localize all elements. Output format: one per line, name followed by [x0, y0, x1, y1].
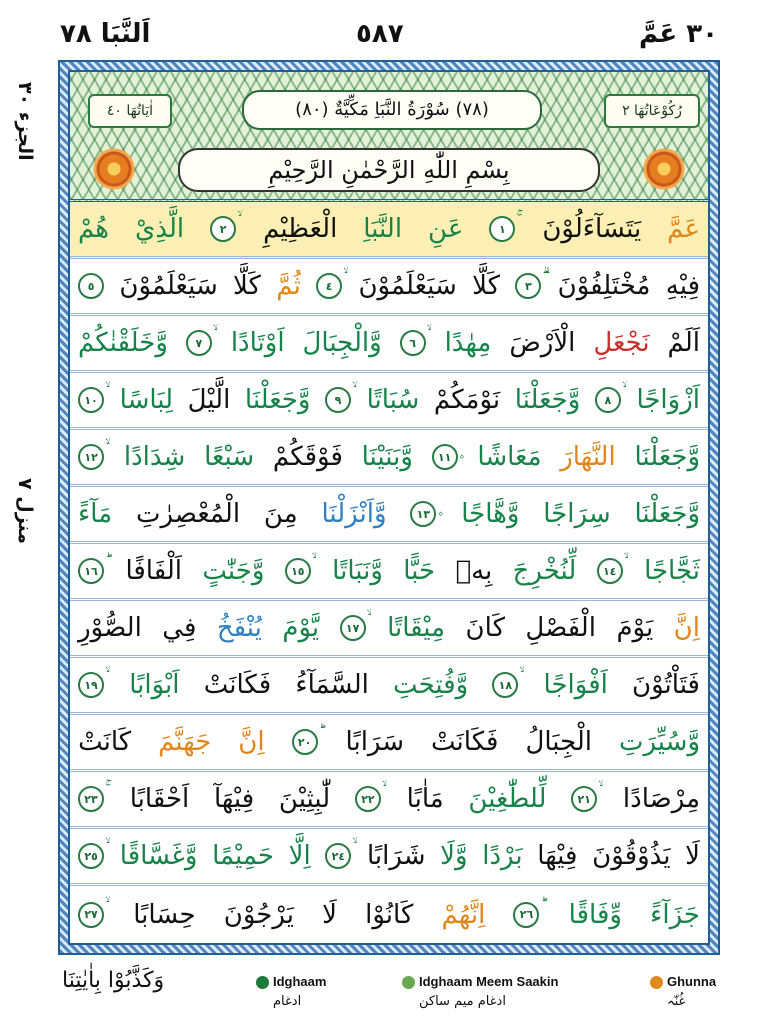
ayah-number: ٢٥	[78, 843, 104, 869]
verse-word: مُخْتَلِفُوْنَ	[557, 271, 651, 301]
verse-word: اَحْقَابًا	[129, 784, 190, 814]
verse-word: حَبًّا	[403, 556, 436, 586]
verse-word: النَّبَاِ	[363, 214, 403, 244]
verse-word: سَبْعًا	[204, 442, 255, 472]
legend-label-en: Idghaam	[273, 974, 327, 989]
ayah-number: ١٧	[340, 615, 366, 641]
verse-line	[70, 259, 708, 316]
legend-label-ar: ادغام	[273, 994, 302, 1009]
verse-word: سَيَعْلَمُوْنَ	[358, 271, 457, 301]
verse-word: الْعَظِيْمِ	[263, 214, 338, 244]
verse-line	[70, 601, 708, 658]
flower-ornament-icon	[642, 147, 686, 191]
verse-line	[70, 373, 708, 430]
verse-line	[70, 829, 708, 886]
catchword: وَكَذَّبُوْا بِاٰيٰتِنَا	[62, 968, 165, 993]
verse-word: وَّجَعَلْنَا	[514, 385, 581, 415]
ayah-marker	[515, 273, 542, 299]
verse-word: فِيْهَآ	[214, 784, 255, 814]
ayah-number: ١	[489, 216, 515, 242]
verse-word: اَبْوَابًا	[129, 670, 180, 700]
ayah-marker	[340, 615, 367, 641]
manzil-margin-label: منزل ٧	[14, 478, 36, 545]
verse-word: اَزْوَاجًا	[636, 385, 700, 415]
verse-word: وَّجَعَلْنَا	[634, 442, 700, 472]
ayah-marker	[292, 729, 319, 755]
verse-word: سَرَابًا	[345, 727, 405, 757]
verse-word: عَمَّ	[667, 214, 700, 244]
verse-word: سَيَعْلَمُوْنَ	[119, 271, 218, 301]
verse-word: نَوْمَكُمْ	[433, 385, 501, 415]
verse-word: ثُمَّ	[276, 271, 301, 301]
ayah-marker	[78, 387, 105, 413]
legend-label-en: Idghaam Meem Saakin	[419, 974, 559, 989]
verse-line	[70, 886, 708, 943]
verse-word: فَتَاْتُوْنَ	[632, 670, 700, 700]
verse-word: كَلَّا	[233, 271, 261, 301]
verse-word: وَّاَنْزَلْنَا	[321, 499, 387, 529]
verse-word: لِّنُخْرِجَ	[512, 556, 577, 586]
legend-label-en: Ghunna	[667, 974, 717, 989]
ruku-count-box: رُكُوْعَاتُهَا ٢	[604, 94, 700, 128]
verse-word: فِي	[162, 613, 197, 643]
ayah-marker	[492, 672, 519, 698]
ayah-number: ١٠	[78, 387, 104, 413]
verse-word: اِنَّ	[673, 613, 700, 643]
verse-word: لّٰبِثِيْنَ	[278, 784, 331, 814]
ayah-marker	[489, 216, 516, 242]
verse-word: حَمِيْمًا	[212, 841, 274, 871]
verse-word: بِهٖ	[455, 556, 493, 586]
verse-word: النَّهَارَ	[560, 442, 616, 472]
verse-line	[70, 715, 708, 772]
surah-title: (٧٨) سُوْرَةُ النَّبَاِ مَكِّيَّةٌ (٨٠)	[242, 90, 542, 130]
verse-line	[70, 544, 708, 601]
ayah-marker	[400, 330, 427, 356]
ayah-number: ١٥	[285, 558, 311, 584]
verse-word: اِنَّهُمْ	[441, 899, 486, 930]
ayah-number: ٢٠	[292, 729, 318, 755]
verse-word: الْجِبَالُ	[525, 727, 593, 757]
ayah-marker	[595, 387, 622, 413]
verse-word: وَّغَسَّاقًا	[119, 841, 198, 871]
verse-line	[70, 202, 708, 259]
ayah-marker	[325, 387, 352, 413]
ayah-marker	[571, 786, 598, 812]
page-frame	[58, 60, 720, 955]
ayah-number: ٢١	[571, 786, 597, 812]
verse-line	[70, 658, 708, 715]
verse-word: ثَجَّاجًا	[644, 556, 700, 586]
ayah-number: ٢٢	[355, 786, 381, 812]
verse-word: مَعَاشًا	[477, 442, 542, 472]
verse-word: اَفْوَاجًا	[543, 670, 608, 700]
ayah-number: ١٨	[492, 672, 518, 698]
ayah-number: ٤	[316, 273, 342, 299]
ayah-number: ١٦	[78, 558, 104, 584]
ayah-marker	[78, 786, 105, 812]
verse-line	[70, 430, 708, 487]
ayah-marker	[355, 786, 382, 812]
ayah-marker	[78, 558, 105, 584]
verse-word: كَانُوْا	[365, 899, 414, 930]
ayah-marker	[410, 501, 437, 527]
verse-word: الَّذِيْ	[135, 214, 185, 244]
verse-word: لَا	[685, 841, 700, 871]
legend-label-ar: ادغام میم ساکن	[419, 994, 506, 1009]
verse-word: وَّبَنَيْنَا	[361, 442, 413, 472]
verse-line	[70, 487, 708, 544]
verse-word: عَنِ	[428, 214, 464, 244]
verse-word: يَوْمَ	[616, 613, 654, 643]
verse-word: الصُّوْرِ	[78, 613, 142, 643]
verse-word: لَا	[322, 899, 337, 930]
verse-word: لِّلطّٰغِيْنَ	[468, 784, 547, 814]
surah-header-panel	[70, 72, 708, 202]
flower-ornament-icon	[92, 147, 136, 191]
ayah-marker	[78, 672, 105, 698]
verse-word: بَرْدًا	[482, 841, 523, 871]
verse-word: لِبَاسًا	[119, 385, 174, 415]
verse-word: مِرْصَادًا	[622, 784, 700, 814]
verse-word: السَّمَآءُ	[295, 670, 369, 700]
verse-word: الْاَرْضَ	[509, 328, 576, 358]
verse-word: مِهٰدًا	[444, 328, 492, 358]
verse-word: وَّسُيِّرَتِ	[618, 727, 700, 757]
ayah-marker	[210, 216, 237, 242]
ayah-marker	[78, 843, 105, 869]
ayah-marker	[513, 902, 540, 928]
verse-word: يَتَسَآءَلُوْنَ	[542, 214, 642, 244]
verse-word: وَّهَّاجًا	[461, 499, 520, 529]
verse-word: فَوْقَكُمْ	[272, 442, 343, 472]
verse-word: اِلَّا	[288, 841, 311, 871]
verse-word: كَلَّا	[472, 271, 500, 301]
verse-word: اَوْتَادًا	[230, 328, 285, 358]
ayah-number: ٢٤	[325, 843, 351, 869]
verse-word: حِسَابًا	[133, 899, 196, 930]
ayah-marker	[186, 330, 213, 356]
ayat-count-box: اٰيَاتُهَا ٤٠	[88, 94, 172, 128]
verse-word: فَكَانَتْ	[203, 670, 272, 700]
verse-word: مِيْقَاتًا	[387, 613, 446, 643]
ayah-marker	[78, 444, 105, 470]
verse-word: شَرَابًا	[367, 841, 426, 871]
verse-lines	[70, 202, 708, 943]
ayah-number: ٢٦	[513, 902, 539, 928]
ayah-marker	[78, 902, 105, 928]
verse-word: الْفَصْلِ	[525, 613, 596, 643]
surah-name-header: اَلنَّبَا ٧٨	[60, 19, 151, 49]
ayah-marker	[325, 843, 352, 869]
verse-word: اِنَّ	[238, 727, 265, 757]
verse-word: سُبَاتًا	[366, 385, 420, 415]
verse-word: وَّجَعَلْنَا	[244, 385, 311, 415]
ayah-number: ٨	[595, 387, 621, 413]
verse-word: جَهَنَّمَ	[158, 727, 212, 757]
ayah-number: ١٩	[78, 672, 104, 698]
verse-word: اَلْفَافًا	[125, 556, 183, 586]
verse-word: وِّفَاقًا	[568, 899, 622, 930]
verse-word: سِرَاجًا	[543, 499, 611, 529]
ayah-number: ١٣	[410, 501, 436, 527]
verse-word: كَانَ	[465, 613, 505, 643]
verse-word: نَجْعَلِ	[593, 328, 650, 358]
verse-word: هُمْ	[78, 214, 110, 244]
ayah-marker	[597, 558, 624, 584]
verse-word: فِيْهِ	[665, 271, 700, 301]
verse-word: وَّجَنّٰتٍ	[202, 556, 265, 586]
bismillah: بِسْمِ اللّٰهِ الرَّحْمٰنِ الرَّحِيْمِ	[178, 148, 600, 192]
legend-dot-icon	[650, 976, 663, 989]
verse-word: يَّوْمَ	[282, 613, 320, 643]
verse-word: كَانَتْ	[78, 727, 132, 757]
ayah-marker	[316, 273, 343, 299]
ayah-number: ٥	[78, 273, 104, 299]
legend-dot-icon	[256, 976, 269, 989]
verse-word: مَآءً	[78, 499, 113, 529]
verse-word: وَّلَا	[440, 841, 468, 871]
verse-word: فِيْهَا	[537, 841, 578, 871]
legend-label-ar: غُنّہ	[667, 994, 686, 1009]
page-number: ٥٨٧	[356, 19, 404, 49]
ayah-number: ٢٧	[78, 902, 104, 928]
juz-name-header: ٣٠ عَمَّ	[639, 19, 718, 49]
verse-word: شِدَادًا	[123, 442, 186, 472]
ayah-number: ١٢	[78, 444, 104, 470]
legend-dot-icon	[402, 976, 415, 989]
verse-word: يُنْفَخُ	[216, 613, 262, 643]
verse-word: الْمُعْصِرٰتِ	[135, 499, 241, 529]
verse-word: وَّنَبَاتًا	[332, 556, 383, 586]
verse-word: الَّيْلَ	[187, 385, 231, 415]
verse-line	[70, 316, 708, 373]
ayah-marker	[285, 558, 312, 584]
ayah-number: ٧	[186, 330, 212, 356]
verse-word: يَرْجُوْنَ	[223, 899, 294, 930]
ayah-number: ١٤	[597, 558, 623, 584]
ayah-number: ٢	[210, 216, 236, 242]
juz-margin-label: الجزء ٣٠	[14, 82, 36, 161]
ayah-marker	[78, 273, 104, 299]
verse-word: مَاٰبًا	[406, 784, 444, 814]
ayah-number: ٣	[515, 273, 541, 299]
verse-word: وَّخَلَقْنٰكُمْ	[78, 328, 168, 358]
verse-word: وَّجَعَلْنَا	[634, 499, 700, 529]
verse-word: مِنَ	[263, 499, 298, 529]
ayah-marker	[432, 444, 459, 470]
verse-line	[70, 772, 708, 829]
ayah-number: ٩	[325, 387, 351, 413]
ayah-number: ٢٣	[78, 786, 104, 812]
verse-word: فَكَانَتْ	[431, 727, 499, 757]
verse-word: وَّالْجِبَالَ	[302, 328, 382, 358]
verse-word: اَلَمْ	[667, 328, 700, 358]
ayah-number: ١١	[432, 444, 458, 470]
verse-word: يَذُوْقُوْنَ	[592, 841, 671, 871]
ayah-number: ٦	[400, 330, 426, 356]
verse-word: وَّفُتِحَتِ	[393, 670, 469, 700]
page-content	[68, 70, 710, 945]
verse-word: جَزَآءً	[650, 899, 700, 930]
